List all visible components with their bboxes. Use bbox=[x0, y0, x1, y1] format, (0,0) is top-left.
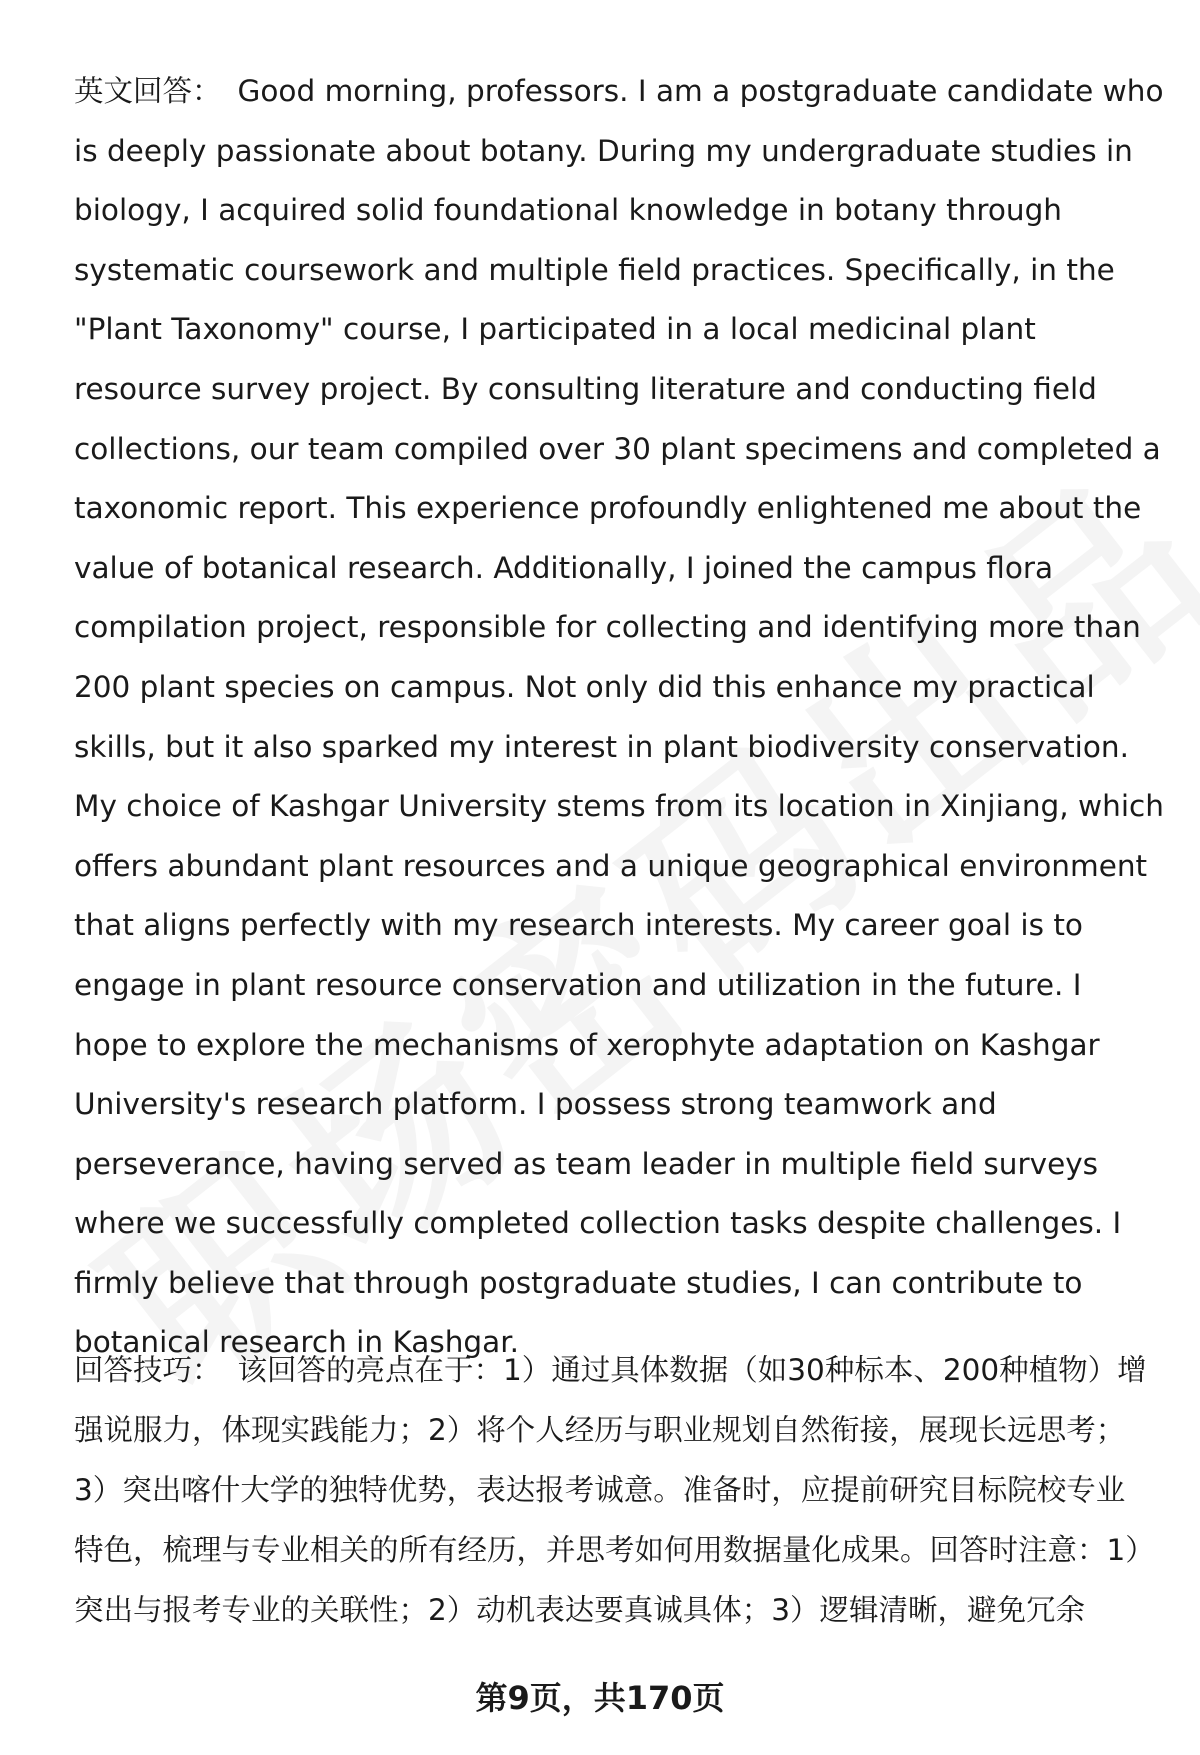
answer-tips-text: 该回答的亮点在于：1）通过具体数据（如30种标本、200种植物）增强说服力，体现实践能力；2）将个人经历与职业规划自然衔接，展现长远思考；3）突出喀什大学的独特优势，表达报考诚意。准备时，应提前研究目标院校专业特色，梳理与专业相关的所有经历，并思考如何用数据量化成果。回答时注意：1）突出与报考专业的关联性；2）动机表达要真诚具体；3）逻辑清晰，避免冗余 bbox=[74, 1353, 1147, 1627]
english-answer-paragraph bbox=[74, 62, 1164, 1373]
english-answer-text: Good morning, professors. I am a postgraduate candidate who is deeply passionate about botany. During my undergraduate studies in biology, I acquired solid foundational knowledge in botany through systematic coursework and multiple field practices. Specifically, in the "Plant Taxonomy" course, I participated in a local medicinal plant resource survey project. By consulting literature and conducting field collections, our team compiled over 30 plant specimens and completed a taxonomic report. This experience profoundly enlightened me about the value of botanical research. Additionally, I joined the campus flora compilation project, responsible for collecting and identifying more than 200 plant species on campus. Not only did this enhance my practical skills, but it also sparked my interest in plant biodiversity conservation. My choice of Kashgar University stems from its location in Xinjiang, which offers abundant plant resources and a unique geographical environment that aligns perfectly with my research interests. My career goal is to engage in plant resource conservation and utilization in the future. I hope to explore the mechanisms of xerophyte adaptation on Kashgar University's research platform. I possess strong teamwork and perseverance, having served as team leader in multiple field surveys where we successfully completed collection tasks despite challenges. I firmly believe that through postgraduate studies, I can contribute to botanical research in Kashgar. bbox=[74, 74, 1164, 1360]
page-number: 第9页，共170页 bbox=[475, 1679, 725, 1717]
answer-tips-paragraph bbox=[74, 1340, 1154, 1640]
answer-tips-label: 回答技巧： bbox=[74, 1353, 222, 1387]
english-answer-label: 英文回答： bbox=[74, 74, 222, 108]
